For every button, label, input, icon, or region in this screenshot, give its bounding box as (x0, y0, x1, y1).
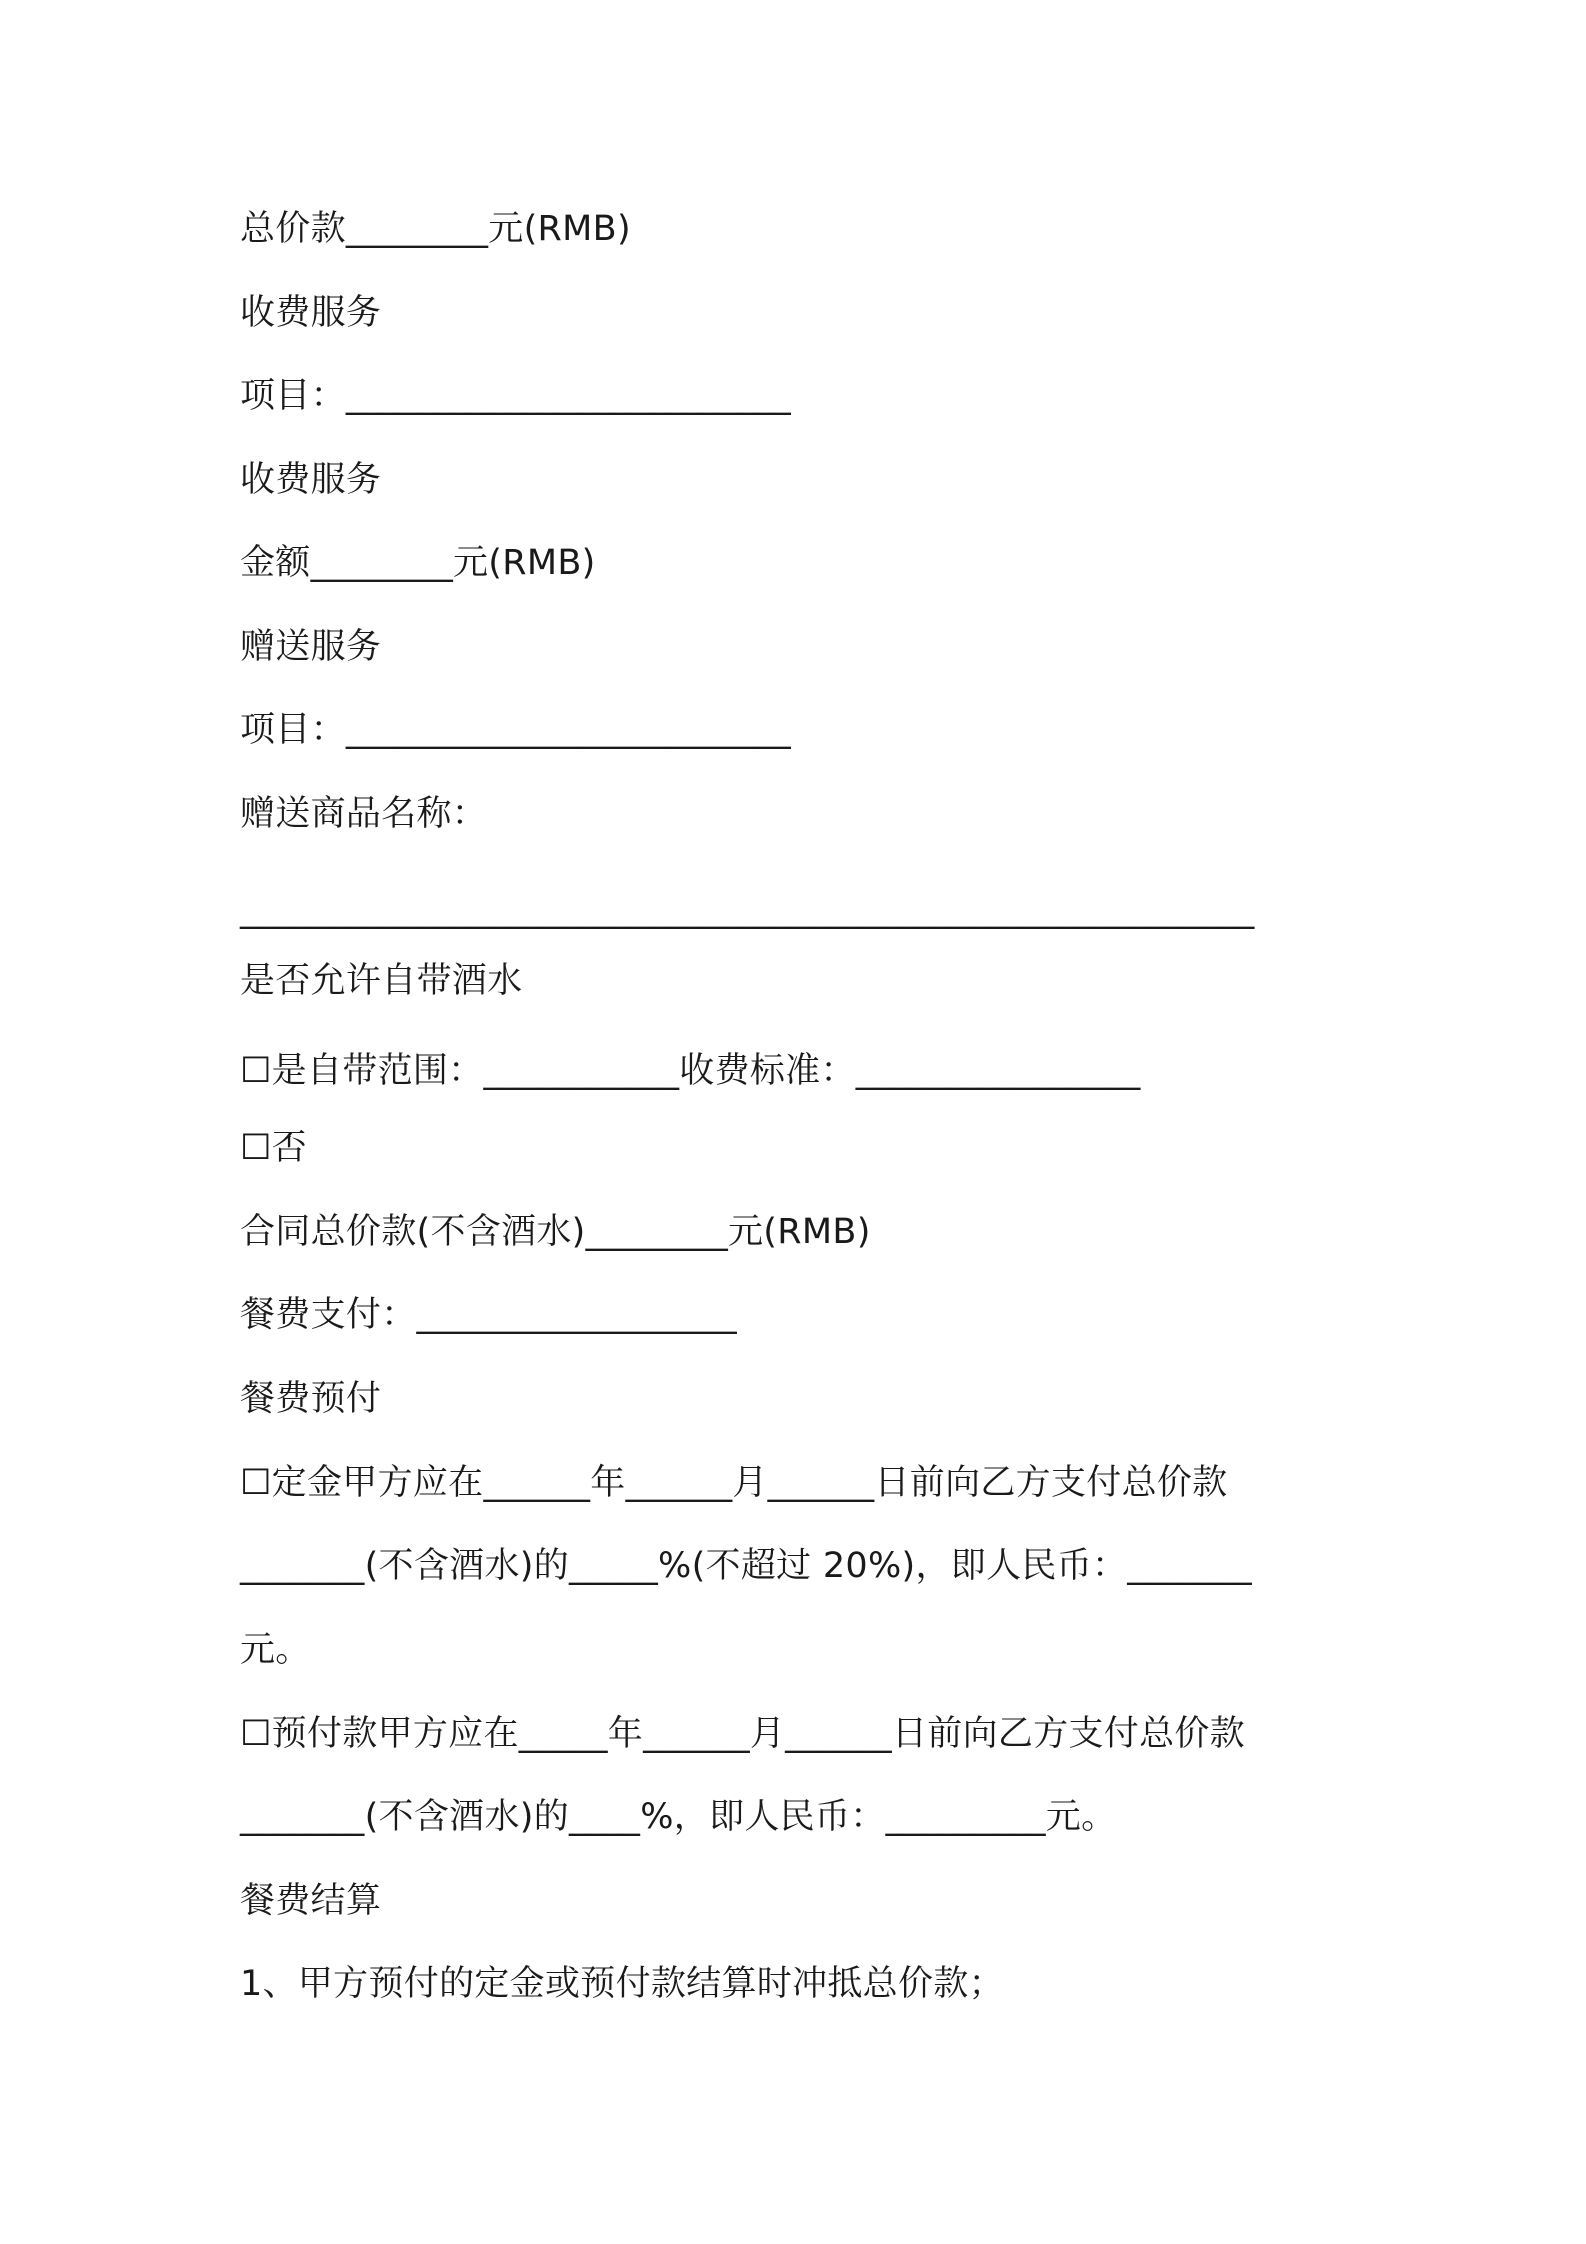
contract-total-line: 合同总价款(不含酒水)________元(RMB) (240, 1212, 871, 1252)
deposit-option-line-2: _______(不含酒水)的_____%(不超过 20%)，即人民币：_______ (240, 1546, 1252, 1586)
meal-payment-line: 餐费支付：__________________ (240, 1295, 737, 1335)
paid-service-amount-line: 金额________元(RMB) (240, 543, 596, 583)
meal-settlement-heading: 餐费结算 (240, 1881, 382, 1921)
own-drinks-no-option: ☐否 (240, 1128, 307, 1168)
paid-service-heading: 收费服务 (240, 293, 382, 333)
deposit-option-line-1: ☐定金甲方应在______年______月______日前向乙方支付总价款 (240, 1463, 1228, 1503)
paid-service-heading-2: 收费服务 (240, 460, 382, 500)
deposit-option-line-3: 元。 (240, 1630, 311, 1670)
own-drinks-heading: 是否允许自带酒水 (240, 961, 523, 1001)
gift-goods-name-label: 赠送商品名称： (240, 794, 488, 834)
prepayment-option-line-1: ☐预付款甲方应在_____年______月______日前向乙方支付总价款 (240, 1714, 1245, 1754)
gift-service-item-line: 项目：_________________________ (240, 710, 791, 750)
total-price-line: 总价款________元(RMB) (240, 209, 631, 249)
own-drinks-yes-option: ☐是自带范围：___________收费标准：________________ (240, 1051, 1141, 1091)
paid-service-item-line: 项目：_________________________ (240, 376, 791, 416)
meal-prepay-heading: 餐费预付 (240, 1379, 382, 1419)
gift-service-heading: 赠送服务 (240, 627, 382, 667)
prepayment-option-line-2: _______(不含酒水)的____%，即人民币：_________元。 (240, 1797, 1117, 1837)
gift-goods-name-blank: _________________________________________________________ (240, 890, 1255, 930)
settlement-clause-1: 1、甲方预付的定金或预付款结算时冲抵总价款； (240, 1964, 1004, 2004)
